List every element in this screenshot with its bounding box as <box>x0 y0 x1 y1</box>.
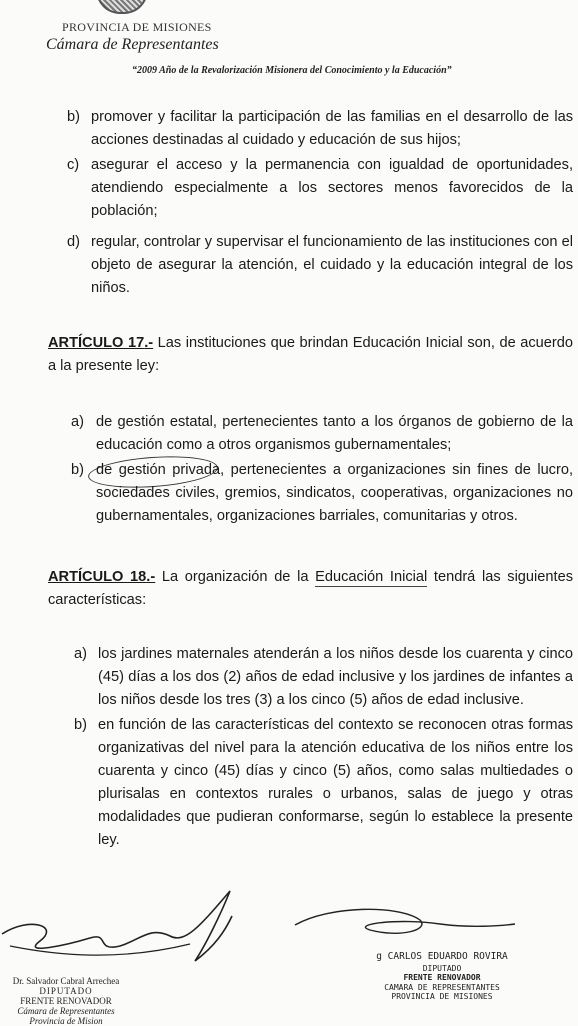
list-text: los jardines maternales atenderán a los niños desde los cuarenta y cinco (45) días a los dos (2) años de edad inclusive y los jardines de infantes a los niños desde los tres (3) a los cinco (5) años de edad inclusive. <box>98 646 573 708</box>
article-17-paragraph <box>48 332 573 378</box>
list-marker: c) <box>67 157 80 173</box>
year-motto: “2009 Año de la Revalorización Misionera del Conocimiento y la Educación” <box>132 65 452 76</box>
list-lead: de gestión privada <box>96 462 221 478</box>
signatory-province: Provincia de Mision <box>29 1016 103 1026</box>
signatory-chamber: CAMARA DE REPRESENTANTES <box>384 982 500 992</box>
article-17-sep: .- <box>144 335 154 351</box>
right-signature-scribble <box>290 900 520 950</box>
list-marker: b) <box>74 717 87 733</box>
list-text: promover y facilitar la participación de las familias en el desarrollo de las acciones destinadas al cuidado y educación de sus hijos; <box>91 109 573 148</box>
list-item <box>67 106 573 152</box>
list-text <box>96 459 573 528</box>
list-item <box>67 231 573 300</box>
left-signature-scribble <box>0 886 250 976</box>
signatory-title: DIPUTADO <box>39 986 93 996</box>
signatory-name: Dr. Salvador Cabral Arrechea <box>12 976 120 986</box>
article-18-paragraph <box>48 566 573 612</box>
list-rest: , pertenecientes a organizaciones sin fines de lucro, sociedades civiles, gremios, sindicatos, cooperativas, organizaciones no gubernamentales, organizaciones barriales, comunitarias y otros. <box>96 462 574 524</box>
list-item <box>74 714 573 852</box>
list-marker: b) <box>67 109 80 125</box>
signatory-chamber: Cámara de Representantes <box>17 1006 115 1016</box>
article-18-sep: .- <box>146 569 156 585</box>
right-signatory-block <box>352 952 532 1002</box>
article-18-pre: La organización de la <box>155 569 316 585</box>
signatory-province: PROVINCIA DE MISIONES <box>391 992 493 1001</box>
list-text: de gestión estatal, pertenecientes tanto a los órganos de gobierno de la educación como a otros organismos gubernamentales; <box>96 414 573 453</box>
province-heading: PROVINCIA DE MISIONES <box>62 20 212 34</box>
list-item <box>67 154 573 223</box>
article-18-title: ARTÍCULO 18 <box>48 569 147 585</box>
handwritten-underline-text: Educación Inicial <box>315 569 428 585</box>
signatory-party: FRENTE RENOVADOR <box>20 996 112 1006</box>
list-item <box>74 643 573 712</box>
list-text: regular, controlar y supervisar el funcionamiento de las instituciones con el objeto de asegurar la atención, el cuidado y la educación integral de los niños. <box>91 234 573 296</box>
signatory-title: DIPUTADO <box>422 963 462 973</box>
list-item <box>71 459 573 528</box>
signatory-party: FRENTE RENOVADOR <box>403 973 481 982</box>
left-signatory-block <box>0 976 132 1026</box>
list-marker: d) <box>67 234 80 250</box>
signatory-name: g CARLOS EDUARDO ROVIRA <box>376 951 508 962</box>
article-17-text: Las instituciones que brindan Educación Inicial son, de acuerdo a la presente ley: <box>48 335 573 374</box>
list-text: asegurar el acceso y la permanencia con igualdad de oportunidades, atendiendo especialmente a los sectores menos favorecidos de la población; <box>91 157 573 219</box>
article-18-post: tendrá las siguientes características: <box>48 569 573 608</box>
list-text: en función de las características del contexto se reconocen otras formas organizativas del nivel para la atención educativa de los niños entre los cuarenta y cinco (45) días y cinco (5) años, como salas multiedades o plurisalas en contextos rurales o urbanos, salas de juego y otras modalidades que pudieran conformarse, según lo establece la presente ley. <box>98 717 573 848</box>
list-item <box>71 411 573 457</box>
chamber-heading: Cámara de Representantes <box>46 36 219 53</box>
provincial-seal <box>96 0 148 14</box>
list-marker: a) <box>71 414 84 430</box>
list-marker: a) <box>74 646 87 662</box>
list-marker: b) <box>71 462 84 478</box>
article-17-title: ARTÍCULO 17 <box>48 335 145 351</box>
